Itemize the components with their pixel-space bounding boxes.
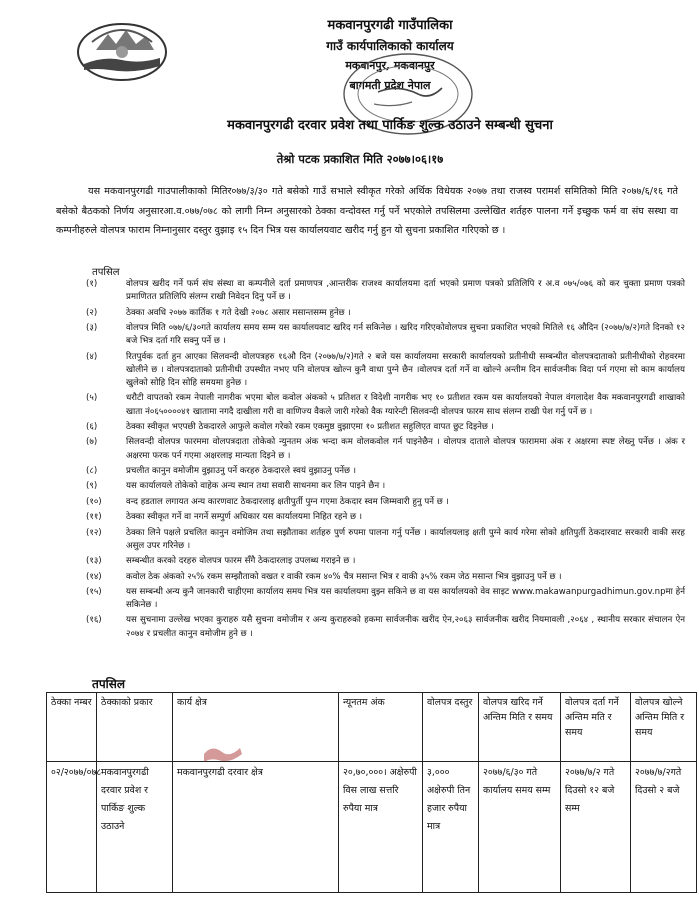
list-item xyxy=(80,614,685,640)
table-row xyxy=(47,762,697,893)
item-number: (१२) xyxy=(86,527,102,538)
cell-work-area: मकवानपुरगढी दरवार क्षेत्र xyxy=(173,762,339,893)
list-item xyxy=(80,322,685,348)
item-number: (८) xyxy=(86,465,98,476)
item-text: यस सम्बन्धी अन्य कुनै जानकारी चाहीएमा कार्यालय समय भित्र यस कार्यालयमा वुझ्न सकिने छ वा यस कार्यालयको वेव साइट www.makawanpurgadhimun.gov.npमा हेर्न सकिनेछ । xyxy=(126,586,685,611)
cell-contract-number: ०२/२०७७/०७८ xyxy=(47,762,97,893)
item-text: यस कार्यालयले तोकेको वाहेक अन्य स्थान तथा सवारी साधनमा कर लिन पाइने छैन । xyxy=(126,481,386,492)
cell-registration-deadline: २०७७/७/२ गते दिउसो १२ बजे सम्म xyxy=(561,762,631,893)
list-item xyxy=(80,555,685,568)
item-number: (१५) xyxy=(86,586,102,597)
list-item xyxy=(80,586,685,612)
item-number: (२) xyxy=(86,307,98,318)
item-text: ठेक्का अवधि २०७७ कार्तिक १ गते देखी २०७८ असार मसान्तसम्म हुनेछ । xyxy=(126,307,351,318)
office-address: मकवानपुर, मकवानपुर xyxy=(345,59,435,72)
item-text: कवोल ठेक अंकको २५% रकम सम्झौताको वखत र वाकी रकम ४०% चैत्र मसान्त भित्र र वाकी ३५% रकम जेठ मसान्त भित्र वुझाउनु पर्ने छ । xyxy=(126,571,562,582)
cell-bid-fee: ३,००० अक्षेरुपी तिन हजार रुपैया मात्र xyxy=(423,762,479,893)
province-name: बागमती प्रदेश नेपाल xyxy=(349,79,431,92)
item-number: (४) xyxy=(86,351,98,362)
table-header-row xyxy=(47,693,697,762)
item-text: धरौटी वापतको रकम नेपाली नागरीक भएमा बोल कवोल अंकको ५ प्रतिशत र विदेशी नागरीक भए १० प्रतीशत रकम यस कार्यालयको नेपाल वंगलादेश वैक मकवानपुरगढी शाखाको खाता नं०६५००००४१ खातामा नगदै दाखीला गरी वा वाणिज्य वैकले जारी गरेको वैक ग्यारेन्टी सिलवन्दी वोलपत्र फारम साथ संलग्न राखी पेश गर्नु पर्ने छ । xyxy=(126,393,685,417)
item-number: (११) xyxy=(86,512,102,523)
list-item xyxy=(80,436,685,462)
item-number: (१०) xyxy=(86,496,102,507)
cell-opening-time: २०७७/७/२गते दिउसो २ बजे xyxy=(631,762,697,893)
item-number: (१३) xyxy=(86,556,102,567)
header-opening-time: वोलपत्र खोल्ने अन्तिम मिति र समय xyxy=(631,693,697,762)
item-number: (१४) xyxy=(86,571,102,582)
item-text: वोलपत्र मिति ०७७/६/३०गते कार्यालय समय सम्म यस कार्यालयवाट खरिद गर्न सकिनेछ । खरिद गरिएकोवोलपत्र सुचना प्रकाशित भएको मितिले १६ औदिन (२०७७/७/२)गते दिनको १२ बजे भित्र दर्ता गरि सक्नु पर्ने छ । xyxy=(126,322,685,347)
item-text: ठेक्का स्वीकृत भएपछी ठेकदारले आफुले कवोल गरेको रकम एकमुष्ठ वुझाएमा १० प्रतीशत सहुलिएत वापत छुट दिइनेछ । xyxy=(126,421,494,432)
conditions-list xyxy=(80,278,685,643)
cell-contract-type: मकवानपुरगढी दरवार प्रवेश र पार्किङ शुल्क उठाउने xyxy=(97,762,173,893)
item-number: (१) xyxy=(86,279,98,289)
list-item xyxy=(80,351,685,391)
intro-paragraph: यस मकवानपुरगढी गाउपालीकाको मितिर०७७/३/३० गते बसेको गाउँ सभाले स्वीकृत गरेको अर्थिक विधेयक २०७७ तथा राजस्व परामर्श समितिको मिति २०७७/६/१६ गते बसेको बैठकको निर्णय अनुसारआ.व.०७७/०७८ को लागी निम्न अनुसारको ठेक्का वन्दोवस्त गर्नु पर्ने भएकोले तपसिलमा उल्लेखित शर्तहरु पालना गर्ने इच्छुक फर्म वा संघ सस्था वा कम्पनीहरुले वोलपत्र फाराम निम्नानुसार दस्तुर वुझाइ १५ दिन भित्र यस कार्यालयवाट खरीद गर्नु हुन यो सुचना प्रकाशित गरिएको छ । xyxy=(56,186,678,236)
item-text: ठेक्का लिने पक्षले प्रचलित कानुन वमोजिम तथा सझौताका शर्तहरु पुर्ण रुपमा पालना गर्नु पर्नेछ । कार्यालयलाइ क्षती पुग्ने कार्य गरेमा सोको क्षतिपुर्ती ठेकदारवाट सरकारी वाकी सरह असुल उपर गरिनेछ । xyxy=(126,527,685,551)
list-item xyxy=(80,465,685,478)
item-number: (७) xyxy=(86,437,98,448)
header-registration-deadline: वोलपत्र दर्ता गर्ने अन्तिम मति र समय xyxy=(561,693,631,762)
list-item xyxy=(80,278,685,304)
item-text: ठेक्का स्वीकृत गर्ने वा नगर्ने सम्पुर्ण अधिकार यस कार्यालयमा निहित रहने छ । xyxy=(126,512,362,523)
header-contract-number: ठेक्का नम्बर xyxy=(47,693,97,762)
item-text: सम्बन्धीत करको दरहरु वोलपत्र फारम सँगै ठेकदारलाइ उपलब्ध गराइने छ । xyxy=(126,556,356,567)
list-item xyxy=(80,392,685,418)
header-contract-type: ठेक्काको प्रकार xyxy=(97,693,173,762)
item-text: यस सुचनामा उल्लेख भएका कुराहरु यसै सुचना वमोजीम र अन्य कुराहरुको हकमा सार्वजनीक खरीद ऐन,२०६३ सार्वजनीक खरीद नियमावली ,२०६४ , स्थानीय सरकार संचालन ऐन २०७४ र प्रचलीत कानुन वमोजीम हुने छ । xyxy=(126,615,685,639)
list-item xyxy=(80,480,685,493)
list-item xyxy=(80,307,685,320)
item-text: रितपुर्वक दर्ता हुन आएका सिलवन्दी वोलपत्रहरु १६औ दिन (२०७७/७/२)गते २ बजे यस कार्यालयमा सरकारी कार्यालयको प्रतीनीधी सम्बन्धीत वोलपत्रदाताको प्रतीनीधीको रोहवरमा खोलीने छ । वोलपत्रदाताको प्रतीनीधी उपस्थीत नभए पनि वोलपत्र खोल्न कुनै वाधा पुग्ने छैन ।वोलपत्र दर्ता गर्ने वा खोल्ने अन्तीम दिन सार्वजनीक विदा पर्न गएमा सो काम कार्यालय खुलेको सोहि दिन सोहि समयमा हुनेछ । xyxy=(126,351,685,388)
list-item xyxy=(80,571,685,584)
list-item xyxy=(80,527,685,553)
conditions-heading: तपसिल xyxy=(92,267,120,278)
list-item xyxy=(80,421,685,434)
header-minimum-amount: न्यूनतम अंक xyxy=(339,693,423,762)
ink-mark xyxy=(200,740,246,766)
publish-date: तेश्रो पटक प्रकाशित मिति २०७७।०६।१७ xyxy=(276,152,444,166)
item-text: वोलपत्र खरीद गर्ने फर्म संघ संस्था वा कम्पनीले दर्ता प्रमाणपत्र ,आन्तरीक राजश्व कार्यालयमा दर्ता भएको प्रमाण पत्रको प्रतिलिपि र अ.व ०७५/०७६ को कर चुक्ता प्रमाण पत्रको प्रमाणितत प्रतिलिपि संलग्न राखी निवेदन दिनु पर्ने छ । xyxy=(126,279,685,303)
item-number: (६) xyxy=(86,421,98,432)
item-number: (९) xyxy=(86,481,98,492)
tender-table xyxy=(46,692,697,893)
header-purchase-deadline: वोलपत्र खरिद गर्ने अन्तिम मिति र समय xyxy=(479,693,561,762)
table-heading: तपसिल xyxy=(92,677,126,691)
item-number: (३) xyxy=(86,322,98,333)
header-bid-fee: वोलपत्र दस्तुर xyxy=(423,693,479,762)
cell-purchase-deadline: २०७७/६/३० गते कार्यालय समय सम्म xyxy=(479,762,561,893)
cell-minimum-amount: २०,७०,०००। अक्षेरुपी विस लाख सत्तरि रुपैया मात्र xyxy=(339,762,423,893)
item-number: (५) xyxy=(86,393,98,404)
item-text: वन्द हडताल लगायत अन्य कारणवाट ठेकदारलाइ क्षतीपुर्ती पुग्न गएमा ठेकदार स्वम जिम्मवारी हुनु पर्ने छ । xyxy=(126,496,449,507)
nepal-emblem-logo xyxy=(74,20,170,82)
item-number: (१६) xyxy=(86,615,102,626)
list-item xyxy=(80,511,685,524)
item-text: प्रचलीत कानुन वमोजीम वुझाउनु पर्ने करहरु ठेकदारले स्वयं वुझाउनु पर्नेछ । xyxy=(126,465,357,476)
item-text: सिलवन्दी वोलपत्र फारममा वोलपत्रदाता तोकेको न्युनतम अंक भन्दा कम वोलकवोल गर्न पाइनेछैन । वोलपत्र दाताले वोलपत्र फाराममा अंक र अक्षरमा स्पष्ट लेख्नु पर्नेछ । अंक र अक्षरमा फरक पर्न गएमा अक्षरलाइ मान्यता दिइने छ । xyxy=(126,437,685,461)
list-item xyxy=(80,496,685,509)
municipality-name: मकवानपुरगढी गाउँपालिका xyxy=(327,18,453,33)
notice-title: मकवानपुरगढी दरवार प्रवेश तथा पार्किङ शुल्क उठाउने सम्बन्धी सुचना xyxy=(227,118,553,133)
office-name: गाउँ कार्यपालिकाको कार्यालय xyxy=(326,39,454,53)
header-work-area: कार्य क्षेत्र xyxy=(173,693,339,762)
